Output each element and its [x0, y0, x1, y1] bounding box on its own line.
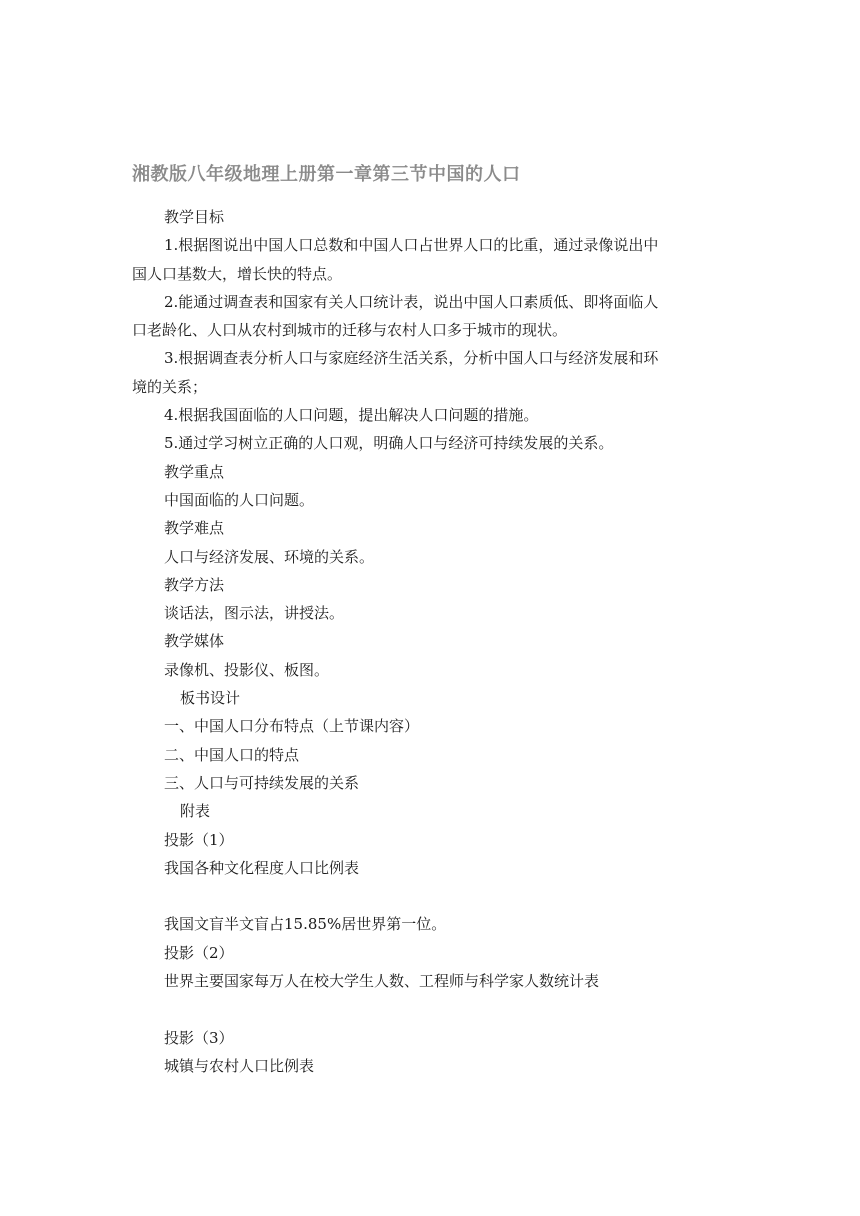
objective-3-line-2: 境的关系；	[132, 377, 208, 396]
illiteracy-note: 我国文盲半文盲占15.85%居世界第一位。	[164, 915, 447, 934]
difficulties-text: 人口与经济发展、环境的关系。	[164, 547, 375, 566]
board-item-2: 二、中国人口的特点	[164, 745, 300, 764]
objective-5: 5.通过学习树立正确的人口观，明确人口与经济可持续发展的关系。	[164, 434, 614, 453]
document-title: 湘教版八年级地理上册第一章第三节中国的人口	[132, 164, 521, 185]
document-body	[132, 203, 732, 1080]
blank-line	[132, 995, 732, 1023]
section-heading-media: 教学媒体	[164, 632, 225, 651]
projection-3-label: 投影（3）	[164, 1028, 234, 1047]
projection-2-label: 投影（2）	[164, 943, 234, 962]
media-text: 录像机、投影仪、板图。	[164, 660, 330, 679]
section-heading-objectives: 教学目标	[164, 208, 225, 226]
section-heading-methods: 教学方法	[164, 575, 225, 594]
projection-2-caption: 世界主要国家每万人在校大学生人数、工程师与科学家人数统计表	[164, 972, 600, 991]
board-item-3: 三、人口与可持续发展的关系	[164, 773, 360, 792]
board-item-1: 一、中国人口分布特点（上节课内容）	[164, 717, 420, 736]
projection-1-caption: 我国各种文化程度人口比例表	[164, 858, 360, 877]
objective-1-line-2: 国人口基数大，增长快的特点。	[132, 264, 343, 283]
section-heading-key-points: 教学重点	[164, 462, 225, 481]
projection-1-label: 投影（1）	[164, 830, 234, 849]
objective-4: 4.根据我国面临的人口问题，提出解决人口问题的措施。	[164, 406, 539, 425]
section-heading-difficulties: 教学难点	[164, 519, 225, 538]
objective-3-line-1: 3.根据调查表分析人口与家庭经济生活关系，分析中国人口与经济发展和环	[164, 349, 659, 368]
objective-1-line-1: 1.根据图说出中国人口总数和中国人口占世界人口的比重，通过录像说出中	[164, 236, 659, 255]
objective-2-line-1: 2.能通过调查表和国家有关人口统计表，说出中国人口素质低、即将面临人	[164, 292, 659, 311]
key-points-text: 中国面临的人口问题。	[164, 490, 315, 509]
objective-2-line-2: 口老龄化、人口从农村到城市的迁移与农村人口多于城市的现状。	[132, 321, 568, 340]
section-heading-board-design: 板书设计	[180, 689, 241, 708]
section-heading-appendix: 附表	[180, 802, 211, 821]
methods-text: 谈话法，图示法，讲授法。	[164, 604, 345, 623]
projection-3-caption: 城镇与农村人口比例表	[164, 1056, 315, 1075]
blank-line	[132, 882, 732, 910]
